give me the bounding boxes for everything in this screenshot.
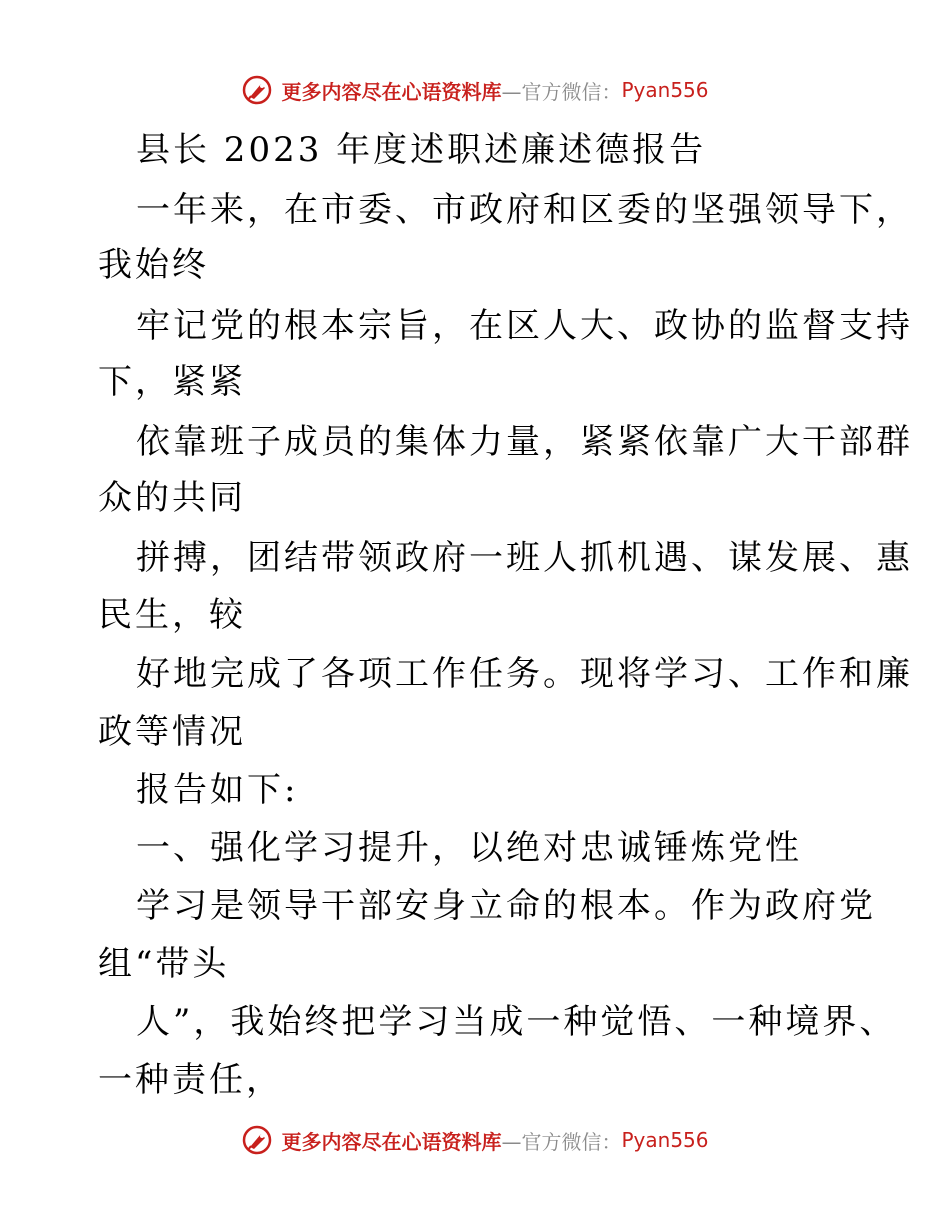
paragraph-line: 民生，较 <box>98 595 246 635</box>
paragraph-line: 好地完成了各项工作任务。现将学习、工作和廉 <box>136 654 913 694</box>
watermark-wechat-label: —官方微信： <box>501 1129 622 1154</box>
pen-nib-logo-icon <box>241 74 273 106</box>
footer-watermark <box>0 1120 950 1160</box>
header-watermark <box>0 70 950 110</box>
watermark-site-name: 更多内容尽在心语资料库 <box>281 1129 502 1154</box>
watermark-site-name: 更多内容尽在心语资料库 <box>281 79 502 104</box>
document-title: 县长 2023 年度述职述廉述德报告 <box>136 130 707 170</box>
watermark-text <box>281 76 708 105</box>
paragraph-line: 下，紧紧 <box>98 362 246 402</box>
paragraph-line: 一种责任， <box>98 1060 283 1100</box>
paragraph-line: 众的共同 <box>98 478 246 518</box>
paragraph-line: 人”，我始终把学习当成一种觉悟、一种境界、 <box>136 1002 897 1042</box>
paragraph-line: 一年来，在市委、市政府和区委的坚强领导下， <box>136 190 913 230</box>
section-heading: 一、强化学习提升，以绝对忠诚锤炼党性 <box>136 828 802 868</box>
paragraph-line: 政等情况 <box>98 712 246 752</box>
paragraph-line: 我始终 <box>98 245 209 285</box>
paragraph-line: 报告如下: <box>136 770 299 810</box>
watermark-wechat-id: Pyan556 <box>621 1128 709 1152</box>
pen-nib-logo-icon <box>241 1124 273 1156</box>
paragraph-line: 拼搏，团结带领政府一班人抓机遇、谋发展、惠 <box>136 538 913 578</box>
paragraph-line: 学习是领导干部安身立命的根本。作为政府党 <box>136 886 876 926</box>
watermark-wechat-label: —官方微信： <box>501 79 622 104</box>
paragraph-line: 依靠班子成员的集体力量，紧紧依靠广大干部群 <box>136 422 913 462</box>
watermark-wechat-id: Pyan556 <box>621 78 709 102</box>
watermark-text <box>281 1126 708 1155</box>
paragraph-line: 组“带头 <box>98 944 230 984</box>
paragraph-line: 牢记党的根本宗旨，在区人大、政协的监督支持 <box>136 306 913 346</box>
